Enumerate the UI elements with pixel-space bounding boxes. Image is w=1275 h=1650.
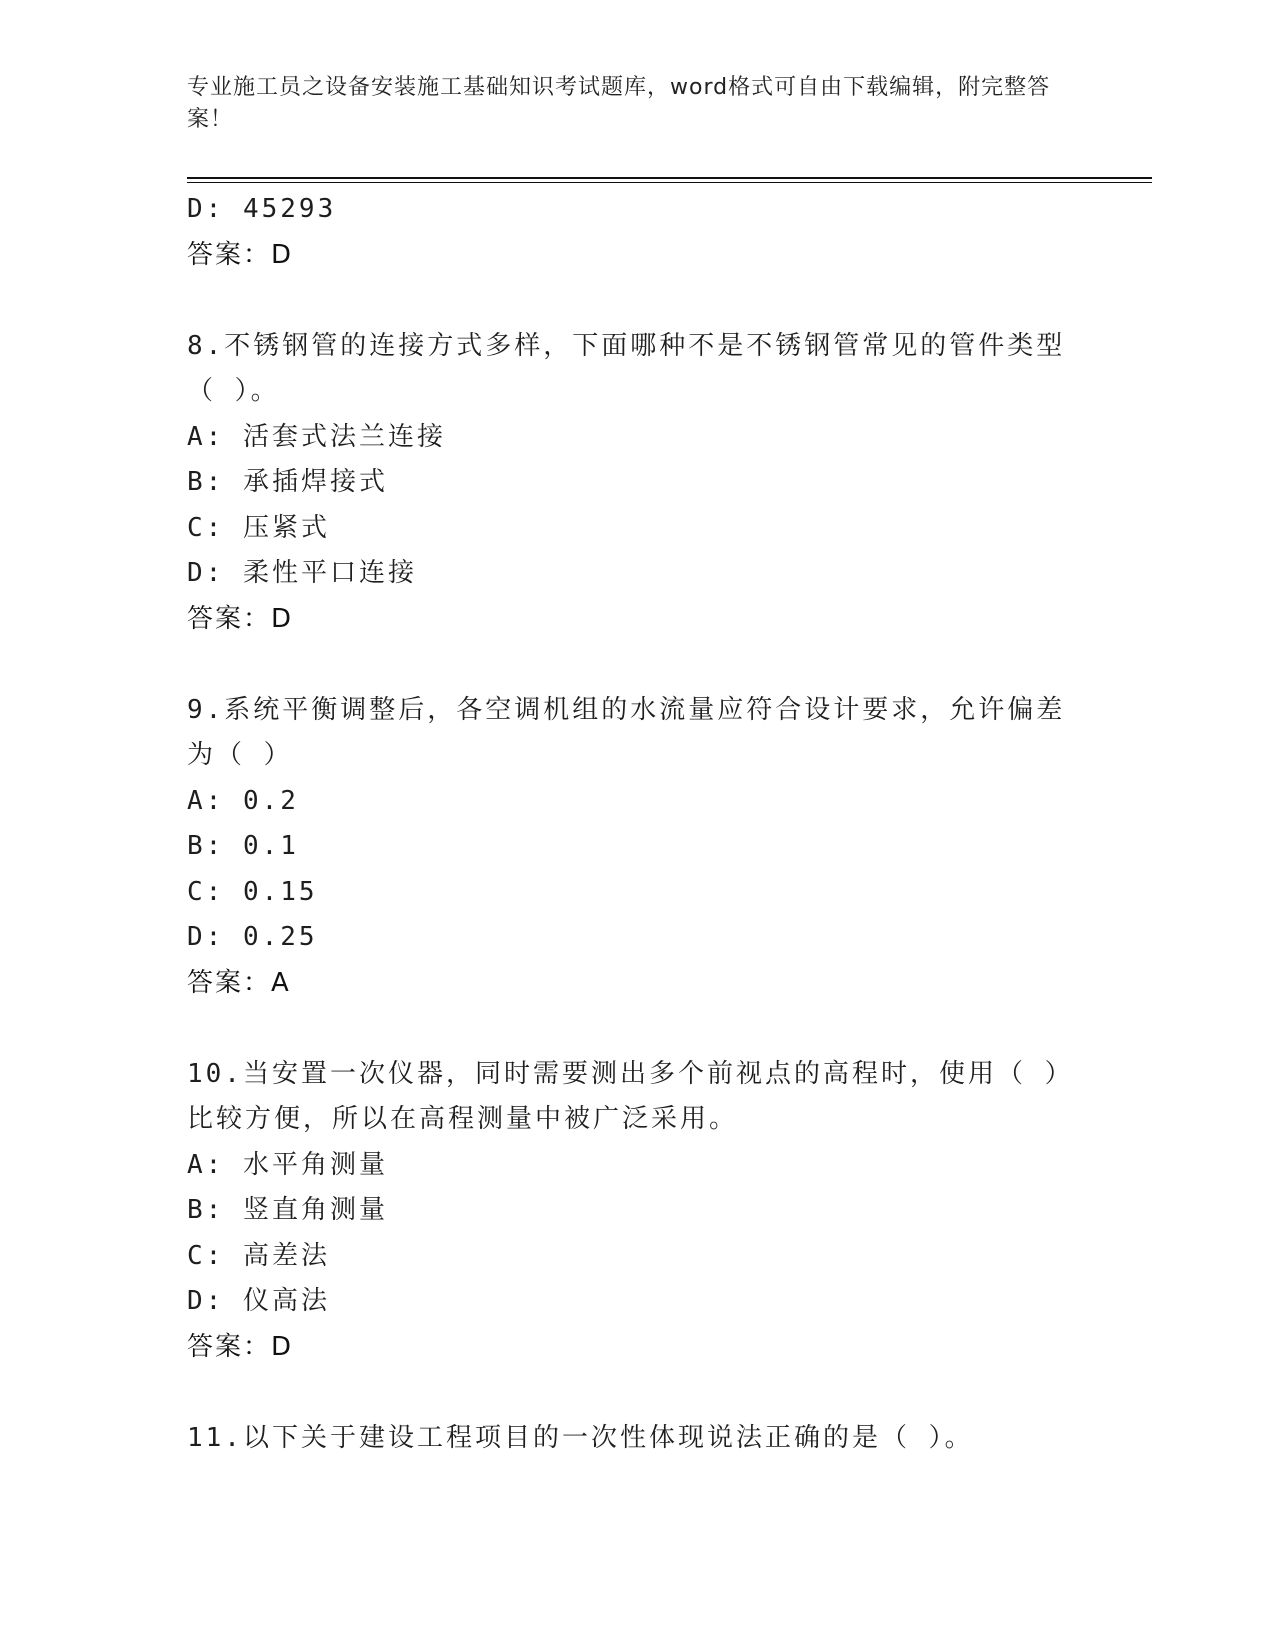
prev-answer: 答案：D [187,239,294,270]
spacer [187,1006,1067,1052]
spacer [187,278,1067,324]
option-b: B: 0.1 [187,831,299,861]
header-rule-thin [187,182,1152,183]
option-d: D: 仪高法 [187,1286,330,1316]
document-header: 专业施工员之设备安装施工基础知识考试题库，word格式可自由下载编辑，附完整答案！ [187,75,1051,132]
option-b: B: 竖直角测量 [187,1195,388,1225]
option-a: A: 活套式法兰连接 [187,421,446,452]
question-11 [187,1416,1067,1462]
spacer [187,1370,1067,1416]
option-d: D: 0.25 [187,922,318,952]
answer: 答案：A [187,967,291,998]
answer: 答案：D [187,1331,294,1362]
header-rule-thick [187,177,1152,179]
answer: 答案：D [187,603,294,634]
option-a: A: 0.2 [187,785,299,816]
option-c: C: 压紧式 [187,512,330,543]
question-text: 9.系统平衡调整后，各空调机组的水流量应符合设计要求，允许偏差为（ ） [187,694,1066,770]
question-text: 8.不锈钢管的连接方式多样，下面哪种不是不锈钢管常见的管件类型（ ）。 [187,330,1066,406]
option-c: C: 高差法 [187,1240,330,1271]
prev-option-d: D: 45293 [187,194,337,224]
question-text: 10.当安置一次仪器，同时需要测出多个前视点的高程时，使用（ ）比较方便，所以在高程测量中被广泛采用。 [187,1058,1061,1134]
option-d: D: 柔性平口连接 [187,558,417,588]
document-content [187,187,1067,1461]
question-text: 11.以下关于建设工程项目的一次性体现说法正确的是（ ）。 [187,1422,974,1453]
option-c: C: 0.15 [187,876,318,907]
question-8 [187,324,1067,643]
option-a: A: 水平角测量 [187,1149,388,1180]
option-b: B: 承插焊接式 [187,467,388,497]
question-10 [187,1052,1067,1371]
question-9 [187,688,1067,1007]
spacer [187,642,1067,688]
